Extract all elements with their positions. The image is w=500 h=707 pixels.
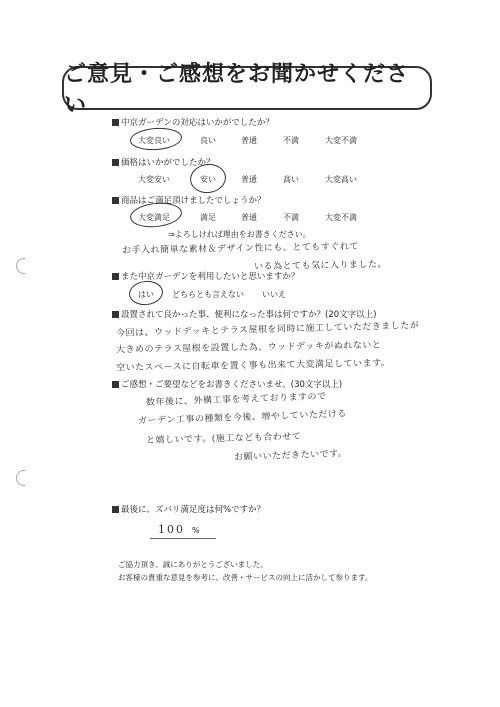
q3-option-2[interactable]: 満足	[200, 213, 216, 222]
q3-question: 商品はご満足頂けましたでしょうか？	[112, 194, 266, 206]
q7-unit: %	[192, 526, 200, 535]
q2-option-5[interactable]: 大変高い	[325, 175, 357, 184]
q1-option-1[interactable]: 大変良い	[138, 136, 170, 145]
survey-title-box	[62, 62, 432, 118]
q4-option-3[interactable]: いいえ	[262, 290, 286, 299]
bullet-square-icon	[112, 159, 119, 166]
q1-question: 中京ガーデンの対応はいかがでしたか？	[112, 116, 274, 128]
q4-selected-circle	[128, 279, 164, 306]
q3-option-4[interactable]: 不満	[283, 213, 299, 222]
q5-answer-line-3: 空いたスペースに自転車を置く事も出来て大変満足しています。	[115, 358, 391, 374]
closing-thanks: ご協力頂き、誠にありがとうございました。	[118, 560, 268, 569]
q1-option-3[interactable]: 普通	[241, 136, 257, 145]
punch-hole-bottom	[16, 470, 25, 486]
q4-option-2[interactable]: どちらとも言えない	[172, 290, 244, 299]
closing-note: お客様の貴重な意見を参考に、改善・サービスの向上に活かして参ります。	[118, 573, 373, 582]
q5-answer-line-1: 今回は、ウッドデッキとテラス屋根を同時に施工していただきましたが	[115, 321, 420, 339]
q2-option-1[interactable]: 大変安い	[138, 175, 170, 184]
q3-option-1[interactable]: 大変満足	[138, 213, 170, 222]
bullet-square-icon	[112, 273, 119, 280]
q1-option-5[interactable]: 大変不満	[325, 136, 357, 145]
q3-option-3[interactable]: 普通	[241, 213, 257, 222]
survey-title: ご意見・ご感想をお聞かせください	[64, 62, 410, 118]
q2-option-2[interactable]: 安い	[200, 175, 216, 184]
q3-option-5[interactable]: 大変不満	[325, 213, 357, 222]
q2-option-3[interactable]: 普通	[241, 175, 257, 184]
q3-reason-prompt: ⇒よろしければ理由をお書きください。	[168, 230, 311, 239]
q5-question: 設置されて良かった事、便利になった事は何ですか？(20文字以上)	[112, 308, 376, 320]
bullet-square-icon	[112, 506, 119, 513]
q2-option-4[interactable]: 高い	[283, 175, 299, 184]
bullet-square-icon	[112, 311, 119, 318]
punch-hole-top	[16, 258, 25, 274]
q6-answer-line-4: お願いいただきたいです。	[233, 449, 348, 463]
bullet-square-icon	[112, 197, 119, 204]
q1-option-2[interactable]: 良い	[200, 136, 216, 145]
bullet-square-icon	[112, 119, 119, 126]
q7-answer-underline	[150, 538, 216, 539]
q6-question: ご感想・ご要望などをお書きくださいませ。(30文字以上)	[112, 378, 342, 390]
q1-option-4[interactable]: 不満	[283, 136, 299, 145]
q6-answer-line-2: ガーデン工事の種類を今後、増やしていただける	[137, 409, 347, 427]
q2-question: 価格はいかがでしたか？	[112, 156, 215, 168]
q7-satisfaction-value: 100	[158, 523, 185, 536]
q6-answer-line-1: 数年後に、外構工事を考えておりますので	[145, 391, 327, 409]
bullet-square-icon	[112, 381, 119, 388]
q3-reason-line-1: お手入れ簡単な素材＆デザイン性にも、とてもすぐれて	[121, 241, 359, 257]
q4-option-1[interactable]: はい	[138, 290, 154, 299]
q7-question: 最後に、ズバリ満足度は何%ですか？	[112, 503, 265, 515]
q4-question: また中京ガーデンを利用したいと思いますか？	[112, 270, 299, 282]
q5-answer-line-2: 大きめのテラス屋根を設置した為、ウッドデッキがぬれないと	[115, 340, 382, 356]
q3-reason-line-2: いる為とても気に入りました。	[253, 259, 388, 273]
q6-answer-line-3: と嬉しいです。(施工なども合わせて	[145, 431, 302, 447]
q1-selected-circle	[129, 126, 182, 152]
